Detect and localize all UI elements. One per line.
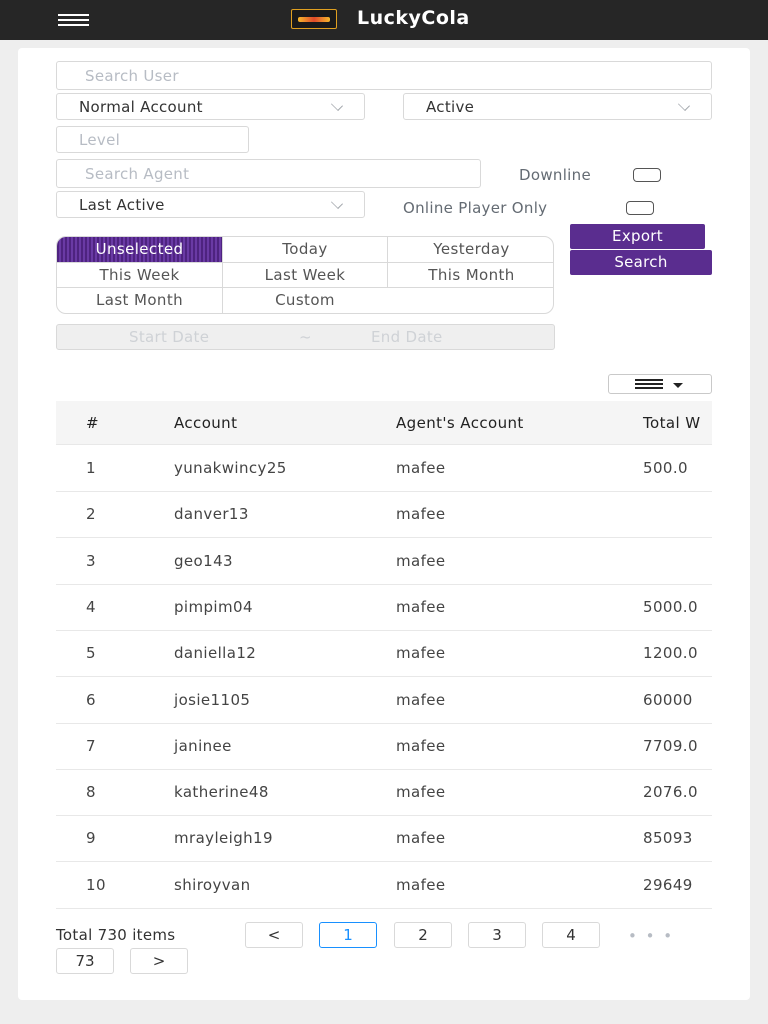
row-agent-account: mafee (396, 875, 446, 894)
row-account[interactable]: shiroyvan (174, 875, 251, 894)
row-agent-account: mafee (396, 644, 446, 663)
grid-divider (57, 287, 554, 288)
row-index: 3 (86, 551, 96, 570)
row-index: 10 (86, 875, 106, 894)
players-table (56, 401, 712, 909)
row-account[interactable]: geo143 (174, 551, 233, 570)
row-account[interactable]: josie1105 (174, 690, 251, 709)
row-index: 5 (86, 644, 96, 663)
row-total: 85093 (643, 829, 693, 848)
table-header (56, 401, 712, 445)
online-player-only-checkbox[interactable] (626, 201, 654, 215)
row-index: 4 (86, 597, 96, 616)
grid-divider (57, 262, 554, 263)
row-agent-account: mafee (396, 459, 446, 477)
date-option-last-month[interactable]: Last Month (95, 291, 184, 309)
table-row[interactable] (56, 539, 712, 585)
page-button-3[interactable]: 3 (468, 922, 526, 948)
more-pages-ellipsis[interactable]: • • • (628, 927, 675, 945)
column-header-agent-account[interactable]: Agent's Account (396, 414, 524, 432)
row-index: 6 (86, 690, 96, 709)
status-select[interactable] (403, 93, 712, 120)
row-total: 60000 (643, 690, 693, 709)
row-agent-account: mafee (396, 597, 446, 616)
date-option-last-week[interactable]: Last Week (264, 266, 346, 284)
sort-by-select[interactable] (56, 191, 365, 218)
chevron-down-icon (331, 197, 343, 209)
row-account[interactable]: yunakwincy25 (174, 459, 287, 477)
row-index: 9 (86, 829, 96, 848)
row-account[interactable]: katherine48 (174, 783, 269, 802)
row-agent-account: mafee (396, 551, 446, 570)
row-total: 500.0 (643, 459, 688, 477)
column-header-account[interactable]: Account (174, 414, 238, 432)
table-row[interactable] (56, 631, 712, 677)
column-header-index: # (86, 414, 99, 432)
row-total: 5000.0 (643, 597, 698, 616)
row-account[interactable]: danver13 (174, 505, 249, 524)
row-account[interactable]: daniella12 (174, 644, 257, 663)
row-agent-account: mafee (396, 829, 446, 848)
page-button-4[interactable]: 4 (542, 922, 600, 948)
table-row[interactable] (56, 446, 712, 492)
row-total: 1200.0 (643, 644, 698, 663)
table-row[interactable] (56, 724, 712, 770)
status-value: Active (426, 98, 475, 116)
chevron-down-icon (678, 99, 690, 111)
date-separator: ~ (299, 328, 312, 346)
online-player-only-label: Online Player Only (403, 199, 548, 217)
level-placeholder: Level (79, 131, 121, 149)
row-agent-account: mafee (396, 690, 446, 709)
row-index: 2 (86, 505, 96, 524)
grid-divider (222, 237, 223, 314)
row-agent-account: mafee (396, 783, 446, 802)
row-index: 8 (86, 783, 96, 802)
row-total: 7709.0 (643, 736, 698, 755)
table-row[interactable] (56, 585, 712, 631)
top-bar (0, 0, 768, 40)
next-page-button[interactable]: > (130, 948, 188, 974)
row-account[interactable]: pimpim04 (174, 597, 253, 616)
column-settings-button[interactable] (608, 374, 712, 394)
date-option-unselected[interactable]: Unselected (57, 237, 222, 262)
caret-down-icon (673, 383, 683, 388)
table-row[interactable] (56, 678, 712, 724)
date-option-this-week[interactable]: This Week (99, 266, 180, 284)
search-user-placeholder: Search User (85, 67, 179, 85)
date-option-yesterday[interactable]: Yesterday (433, 240, 510, 258)
search-user-input[interactable] (56, 61, 712, 90)
search-button[interactable]: Search (570, 250, 712, 275)
sort-by-value: Last Active (79, 196, 165, 214)
table-row[interactable] (56, 816, 712, 862)
page-button-1[interactable]: 1 (319, 922, 377, 948)
row-index: 1 (86, 459, 96, 477)
date-option-today[interactable]: Today (282, 240, 328, 258)
table-row[interactable] (56, 863, 712, 909)
list-icon (635, 379, 663, 389)
date-option-grid (56, 236, 554, 314)
start-date-placeholder: Start Date (129, 328, 210, 346)
row-agent-account: mafee (396, 505, 446, 524)
app-title: LuckyCola (357, 7, 470, 29)
search-agent-input[interactable] (56, 159, 481, 188)
total-items: Total 730 items (56, 926, 176, 944)
search-agent-placeholder: Search Agent (85, 165, 190, 183)
date-option-custom[interactable]: Custom (275, 291, 335, 309)
row-index: 7 (86, 736, 96, 755)
chevron-down-icon (331, 99, 343, 111)
row-account[interactable]: mrayleigh19 (174, 829, 273, 848)
table-row[interactable] (56, 770, 712, 816)
level-input[interactable] (56, 126, 249, 153)
column-header-total[interactable]: Total W (643, 414, 701, 432)
luckycola-logo-icon (291, 9, 337, 29)
end-date-placeholder: End Date (371, 328, 443, 346)
row-total: 29649 (643, 875, 693, 894)
date-range-picker[interactable] (56, 324, 555, 350)
export-button[interactable]: Export (570, 224, 705, 249)
downline-label: Downline (519, 166, 591, 184)
row-account[interactable]: janinee (174, 736, 232, 755)
hamburger-menu-icon[interactable] (58, 14, 89, 26)
table-row[interactable] (56, 492, 712, 538)
account-type-select[interactable] (56, 93, 365, 120)
prev-page-button[interactable]: < (245, 922, 303, 948)
last-page-button[interactable]: 73 (56, 948, 114, 974)
account-type-value: Normal Account (79, 98, 203, 116)
downline-checkbox[interactable] (633, 168, 661, 182)
date-option-this-month[interactable]: This Month (428, 266, 515, 284)
page-button-2[interactable]: 2 (394, 922, 452, 948)
row-total: 2076.0 (643, 783, 698, 802)
row-agent-account: mafee (396, 736, 446, 755)
